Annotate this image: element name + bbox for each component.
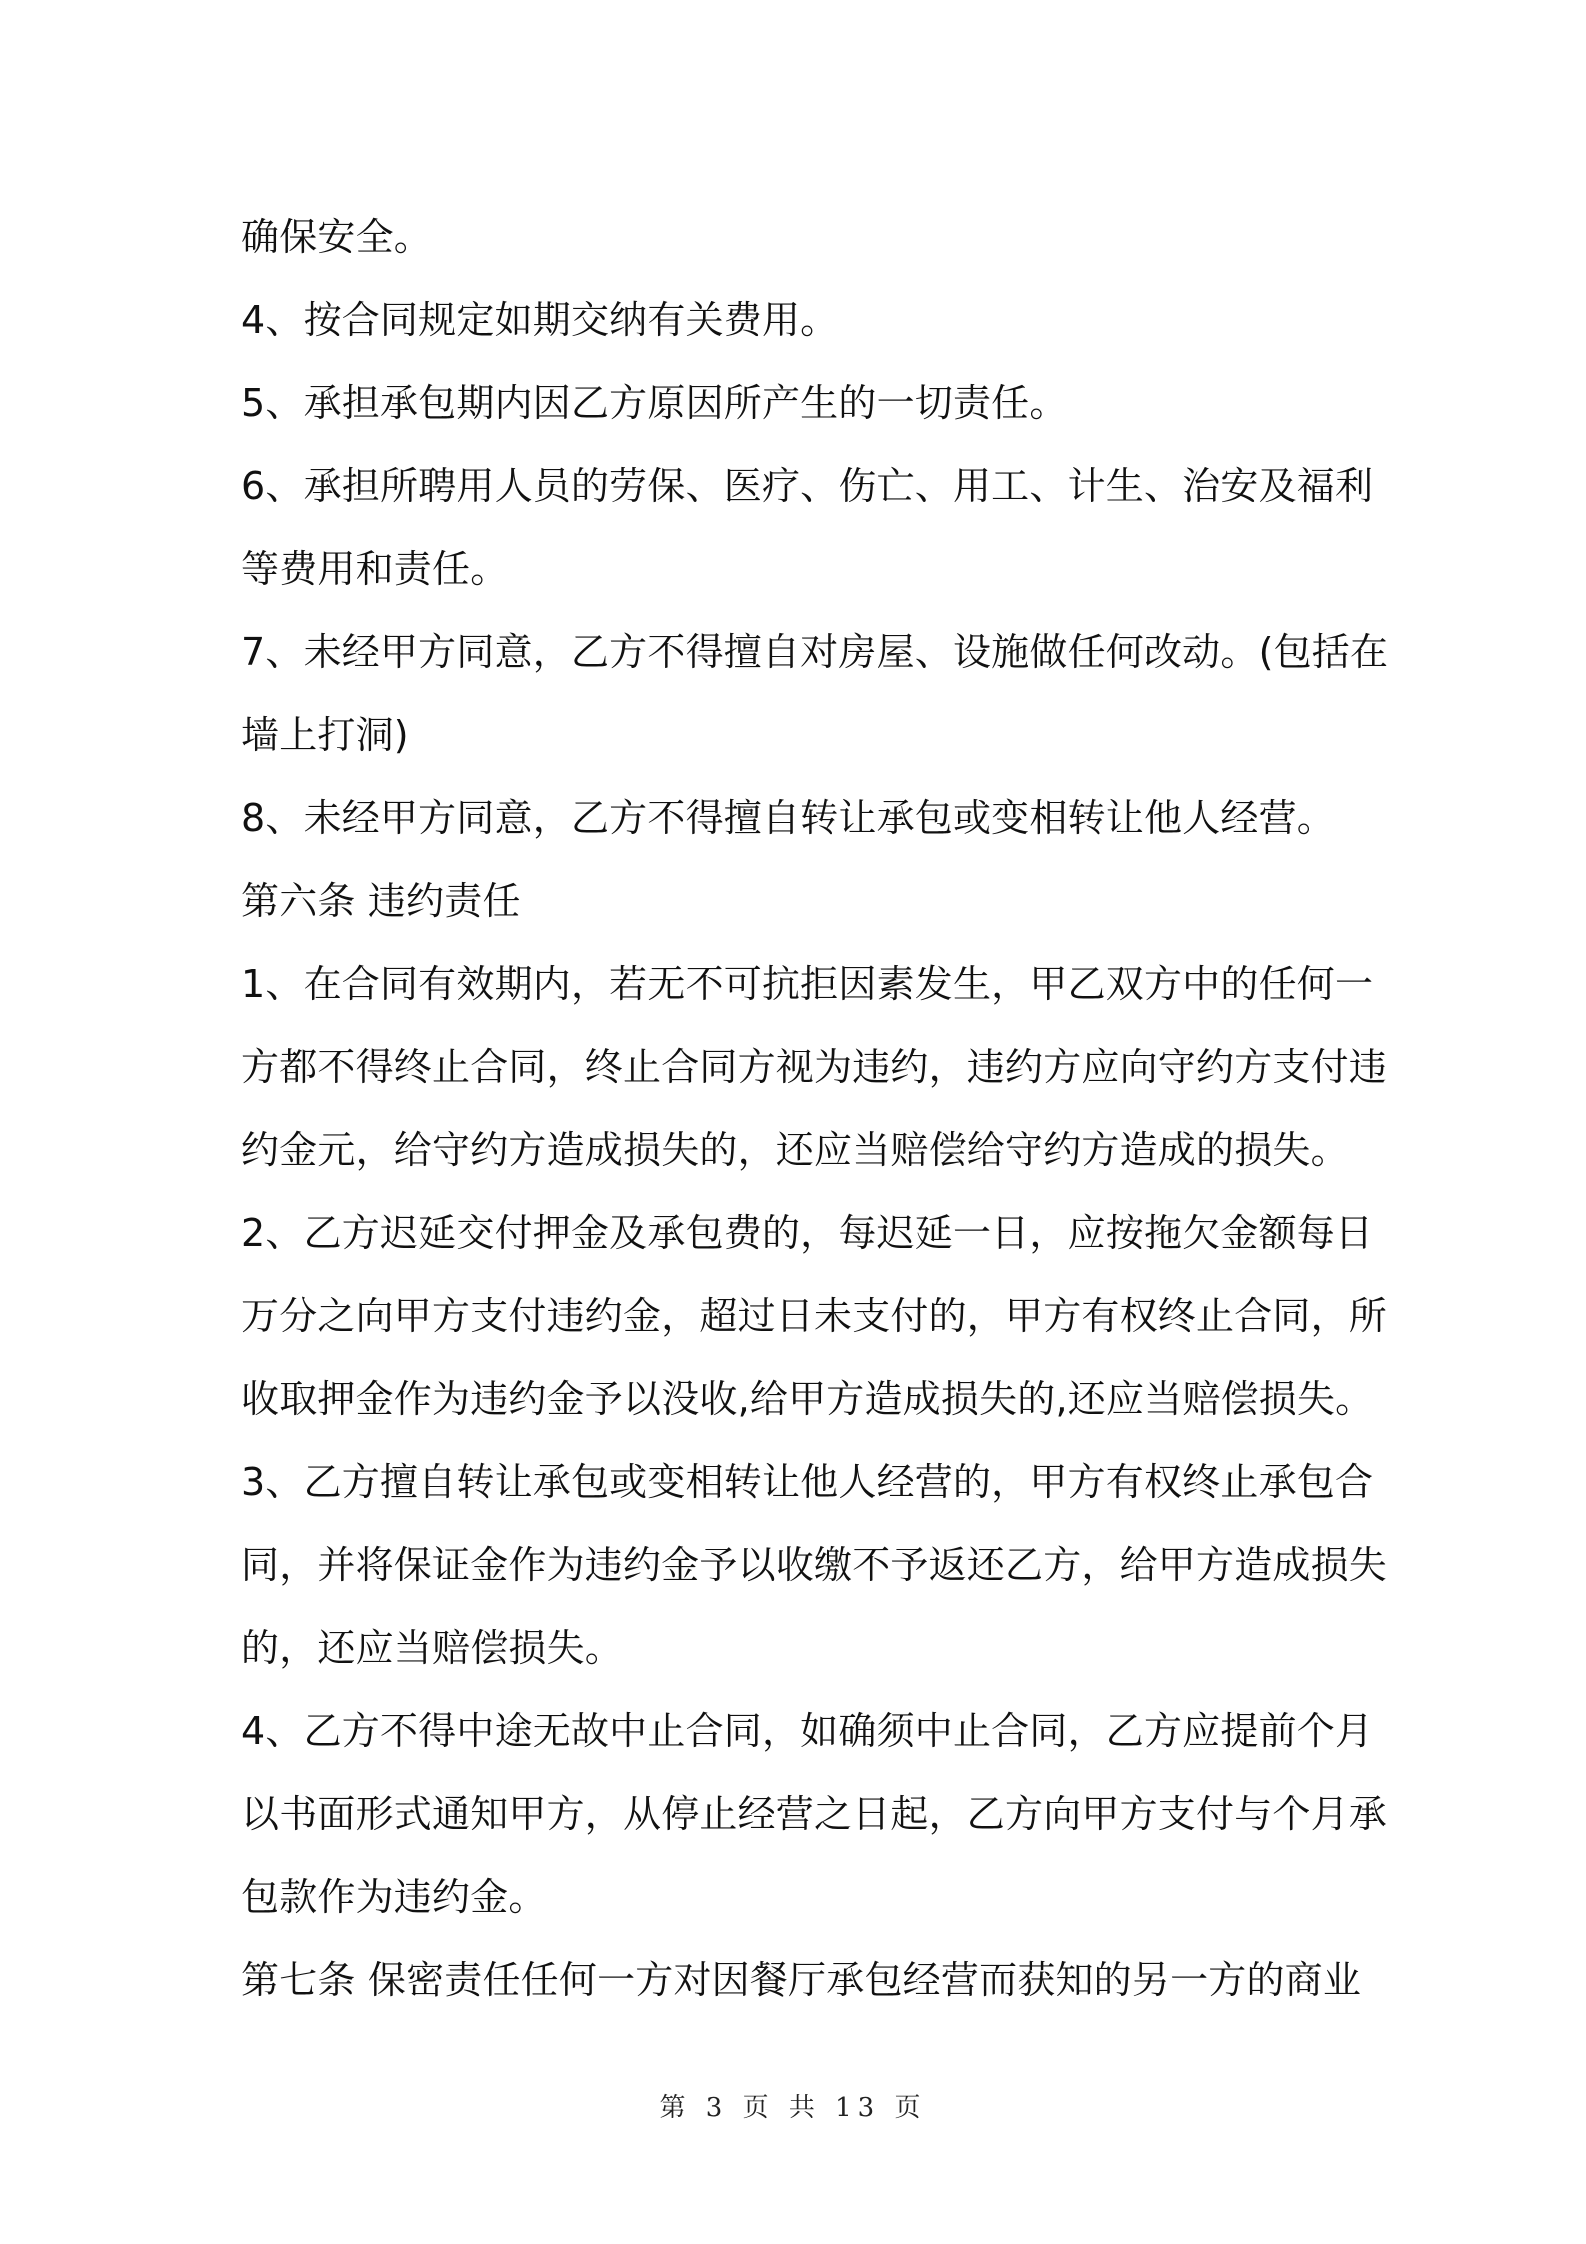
text-line: 墙上打洞) (241, 713, 409, 757)
section-heading: 第六条 违约责任 (241, 879, 521, 923)
text-line: 确保安全。 (241, 215, 433, 259)
text-line: 包款作为违约金。 (241, 1875, 547, 1919)
text-line: 7、未经甲方同意，乙方不得擅自对房屋、设施做任何改动。(包括在 (241, 630, 1389, 674)
text-line: 8、未经甲方同意，乙方不得擅自转让承包或变相转让他人经营。 (241, 796, 1335, 840)
text-line: 约金元，给守约方造成损失的，还应当赔偿给守约方造成的损失。 (241, 1128, 1349, 1172)
text-line: 2、乙方迟延交付押金及承包费的，每迟延一日，应按拖欠金额每日 (241, 1211, 1374, 1255)
text-line: 4、乙方不得中途无故中止合同，如确须中止合同，乙方应提前个月 (241, 1709, 1374, 1753)
text-line: 1、在合同有效期内，若无不可抗拒因素发生，甲乙双方中的任何一 (241, 962, 1374, 1006)
text-line: 的，还应当赔偿损失。 (241, 1626, 624, 1670)
text-line: 3、乙方擅自转让承包或变相转让他人经营的，甲方有权终止承包合 (241, 1460, 1374, 1504)
document-body (241, 196, 1389, 2022)
text-line: 方都不得终止合同，终止合同方视为违约，违约方应向守约方支付违 (241, 1045, 1388, 1089)
text-line: 5、承担承包期内因乙方原因所产生的一切责任。 (241, 381, 1068, 425)
section-heading: 第七条 保密责任任何一方对因餐厅承包经营而获知的另一方的商业 (241, 1958, 1362, 2002)
text-line: 4、按合同规定如期交纳有关费用。 (241, 298, 839, 342)
text-line: 6、承担所聘用人员的劳保、医疗、伤亡、用工、计生、治安及福利 (241, 464, 1374, 508)
page-number-footer: 第 3 页 共 13 页 (659, 2093, 927, 2123)
text-line: 万分之向甲方支付违约金，超过日未支付的，甲方有权终止合同，所 (241, 1294, 1388, 1338)
text-line: 收取押金作为违约金予以没收,给甲方造成损失的,还应当赔偿损失。 (241, 1377, 1374, 1421)
text-line: 以书面形式通知甲方，从停止经营之日起，乙方向甲方支付与个月承 (241, 1792, 1388, 1836)
text-line: 等费用和责任。 (241, 547, 509, 591)
text-line: 同，并将保证金作为违约金予以收缴不予返还乙方，给甲方造成损失 (241, 1543, 1388, 1587)
